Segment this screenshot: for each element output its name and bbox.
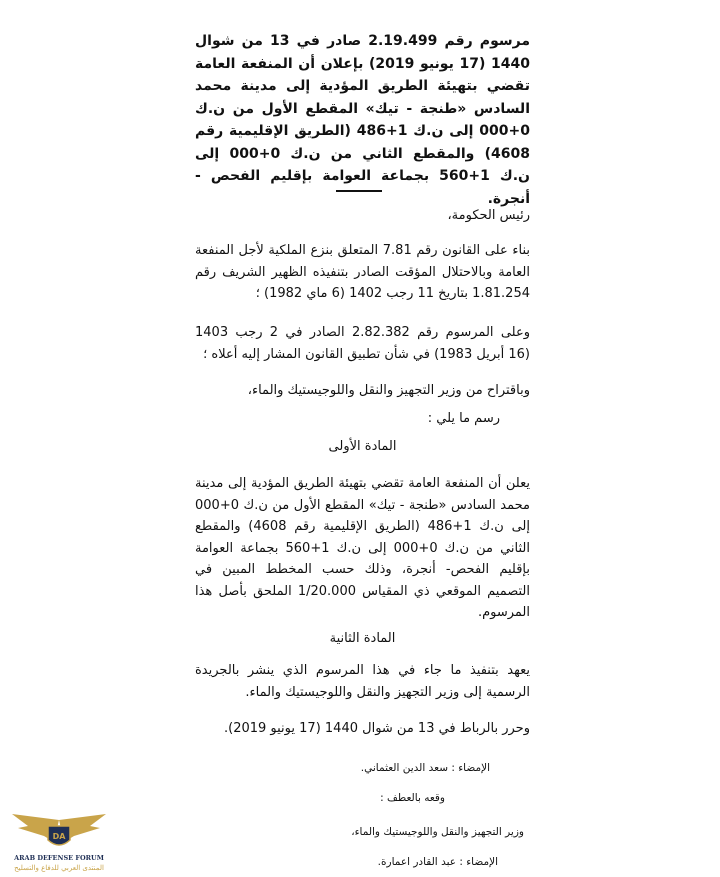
article-2-heading: المادة الثانية [329,631,396,646]
done-at-line: وحرر بالرباط في 13 من شوال 1440 (17 يونيو 2019). [223,721,530,736]
logo-badge-text: DA [52,832,66,841]
minister-title: وزير التجهيز والنقل واللوجيستيك والماء، [351,826,524,838]
prime-minister-signature: الإمضاء : سعد الدين العثماني. [360,762,490,774]
article-2-text: يعهد بتنفيذ ما جاء في هذا المرسوم الذي ينشر بالجريدة الرسمية إلى وزير التجهيز والنقل واللوجيستيك والماء. [195,663,530,700]
decreed-line: رسم ما يلي : [427,411,500,426]
minister-signature: الإمضاء : عبد القادر اعمارة. [377,856,498,868]
recital-decree: وعلى المرسوم رقم 2.82.382 الصادر في 2 رجب 1403 (16 أبريل 1983) في شأن تطبيق القانون المشار إليه أعلاه ؛ [195,325,530,362]
title-divider [336,190,382,192]
logo-arabic-name: المنتدى العربي للدفاع والتسليح [14,864,104,872]
eagle-wings-icon [4,812,114,854]
article-1-text: يعلن أن المنفعة العامة تقضي بتهيئة الطريق المؤدية إلى مدينة محمد السادس «طنجة - تيك» المقطع الأول من ن.ك 0+000 إلى ن.ك 1+486 (الطريق الإقليمية رقم 4608) والمقطع الثاني من ن.ك 0+000 إلى ن.ك 1+560 بجماعة العوامة بإقليم الفحص- أنجرة، وذلك حسب المخطط المبين في التصميم الموقعي ذي المقياس 1/20.000 الملحق بأصل هذا المرسوم. [195,476,531,620]
recital-proposal: وباقتراح من وزير التجهيز والنقل واللوجيستيك والماء، [247,383,530,398]
logo-name: ARAB DEFENSE FORUM [14,854,104,862]
head-of-government: رئيس الحكومة، [447,208,530,223]
countersigned-label: وقعه بالعطف : [380,792,445,804]
arab-defense-forum-logo [4,812,114,876]
article-1-heading: المادة الأولى [328,439,397,454]
decree-title: مرسوم رقم 2.19.499 صادر في 13 من شوال 1440 (17 يونيو 2019) بإعلان أن المنفعة العامة تقضي بتهيئة الطريق المؤدية إلى مدينة محمد السادس «طنجة - تيك» المقطع الأول من ن.ك 0+000 إلى ن.ك 1+486 (الطريق الإقليمية رقم 4608) والمقطع الثاني من ن.ك 0+000 إلى ن.ك 1+560 بجماعة العوامة بإقليم الفحص - أنجرة. [195,33,530,207]
recital-law: بناء على القانون رقم 7.81 المتعلق بنزع الملكية لأجل المنفعة العامة وبالاحتلال المؤقت الصادر بتنفيذه الظهير الشريف رقم 1.81.254 بتاريخ 11 رجب 1402 (6 ماي 1982) ؛ [195,243,530,301]
